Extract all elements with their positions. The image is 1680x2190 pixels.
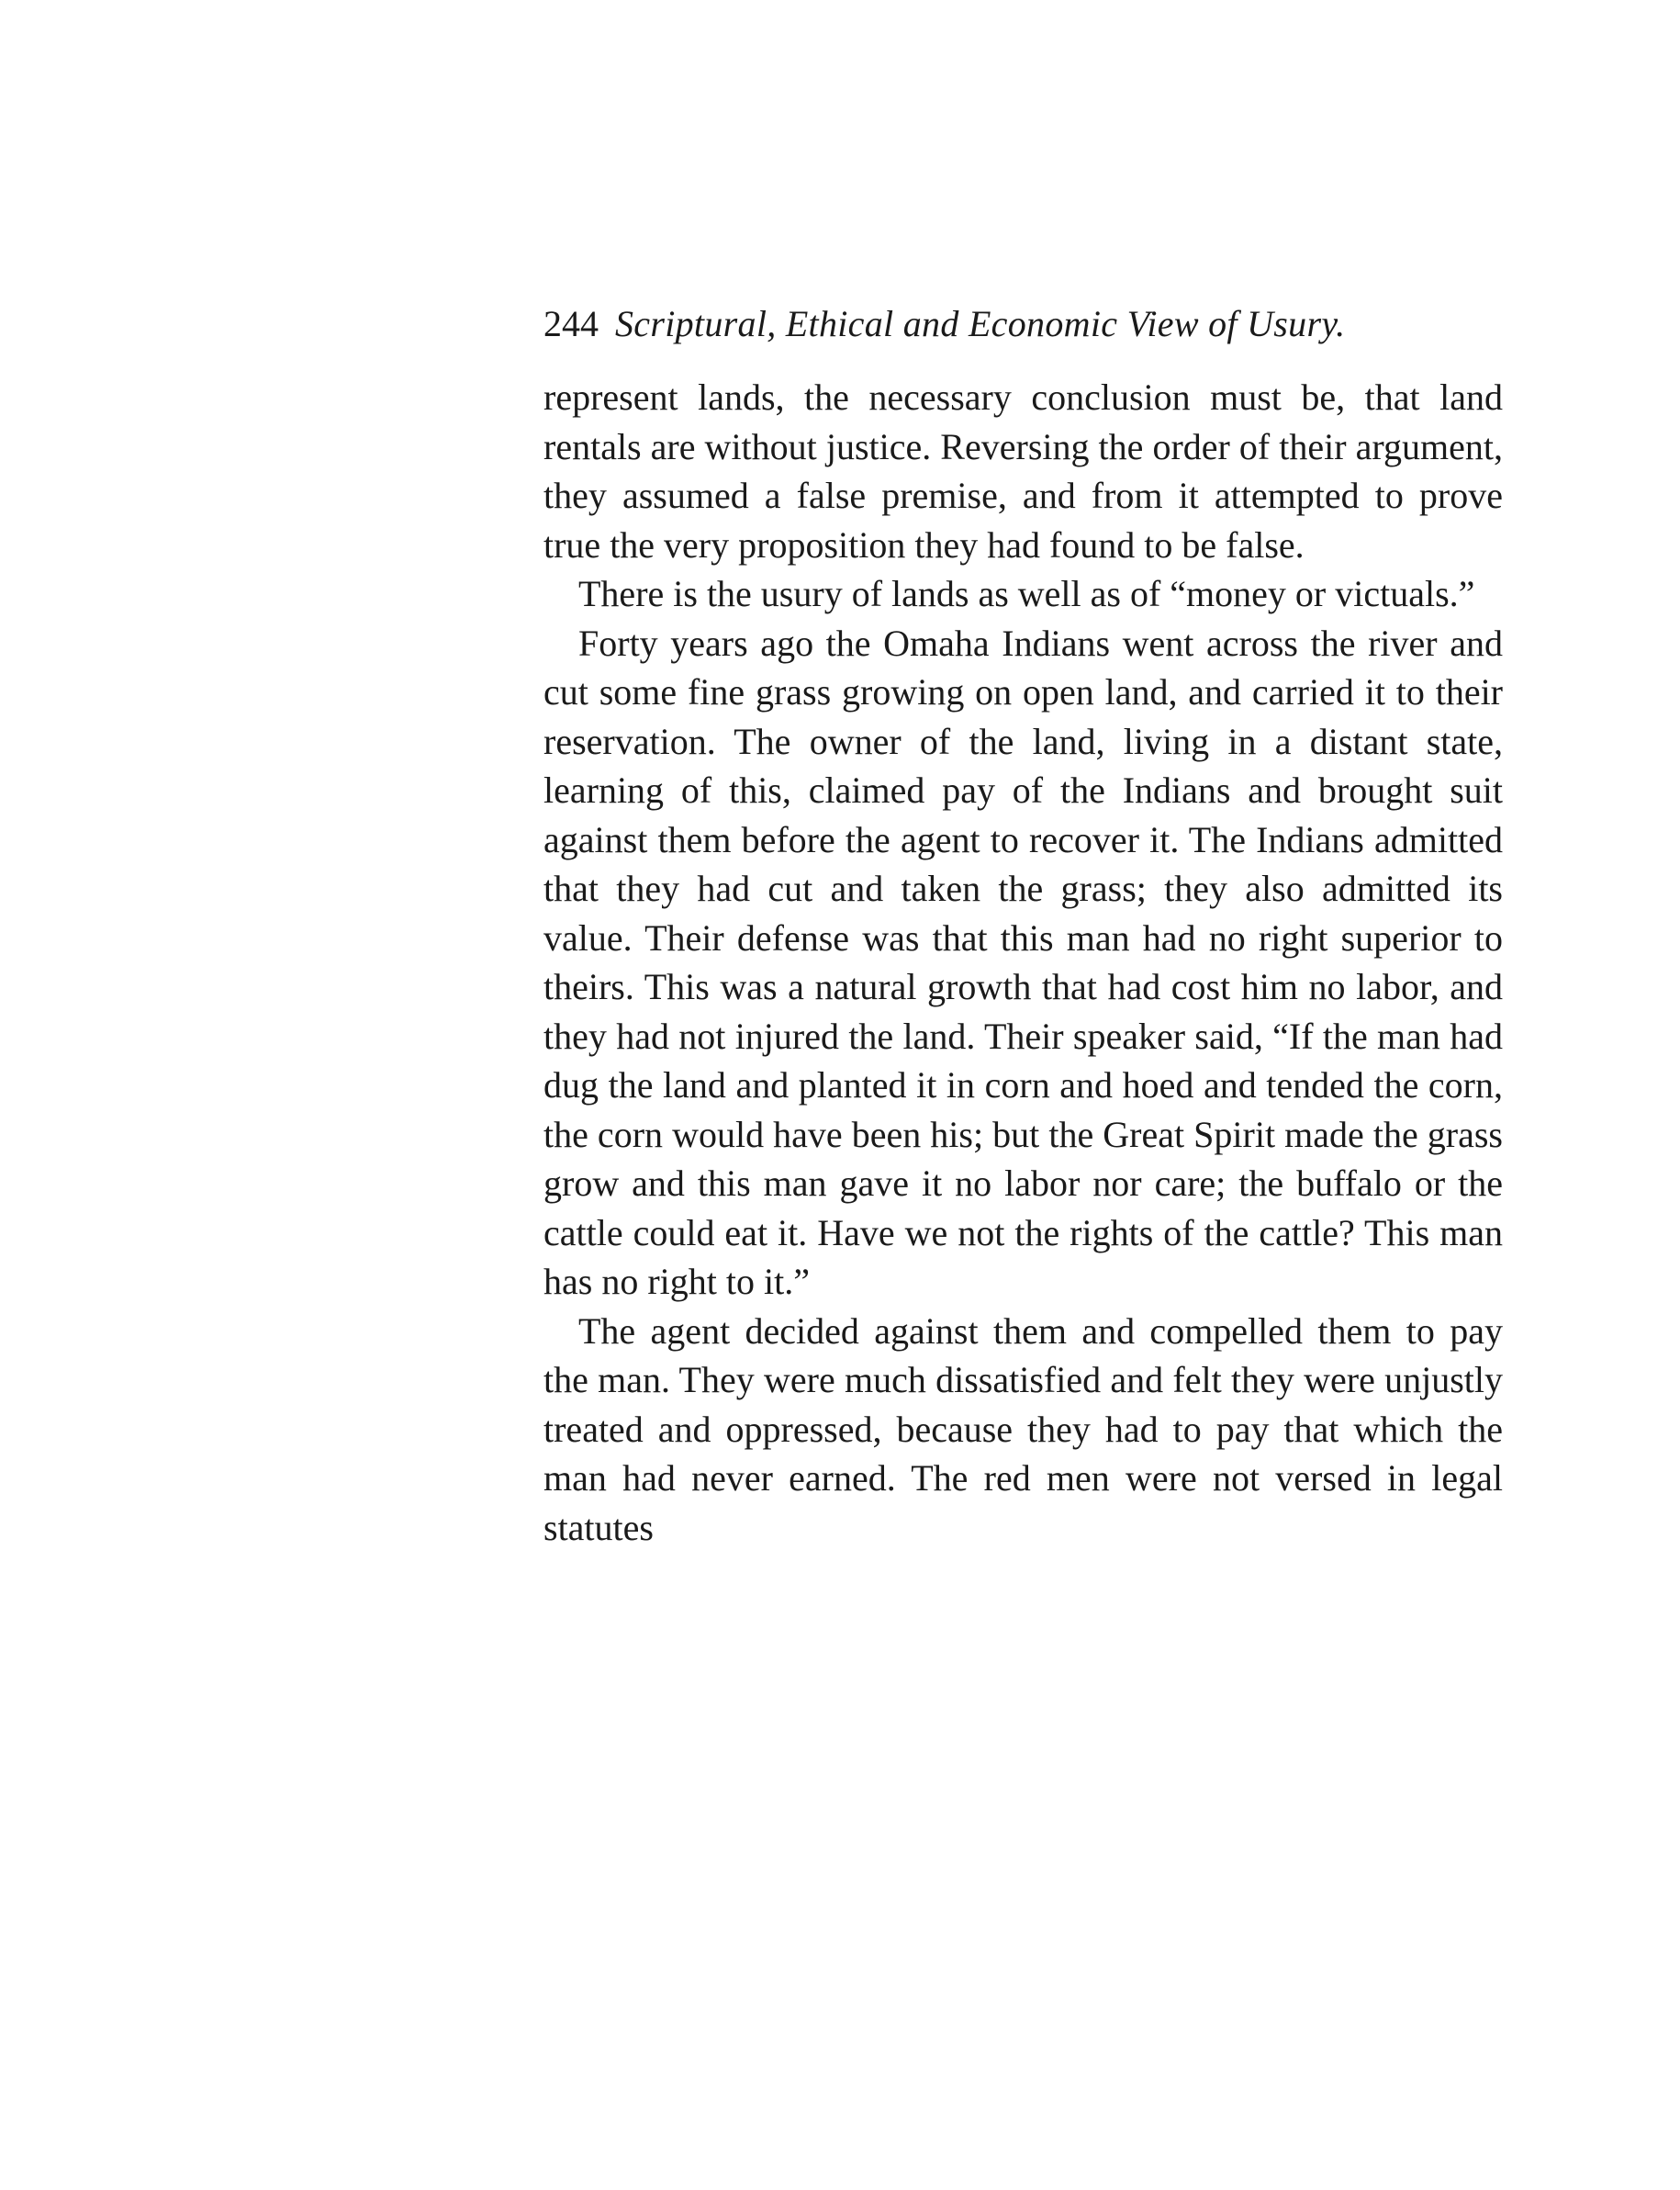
running-head-title: Scriptural, Ethical and Economic View of Usury. xyxy=(615,303,1346,344)
running-head xyxy=(543,299,1503,349)
paragraph: The agent decided against them and compelled them to pay the man. They were much dissatisfied and felt they were unjustly treated and oppressed, because they had to pay that which the man had never earned. The red men were not versed in legal statutes xyxy=(543,1309,1503,1548)
page-number: 244 xyxy=(543,303,599,344)
paragraph: Forty years ago the Omaha Indians went across the river and cut some fine grass growing on open land, and carried it to their reservation. The owner of the land, living in a distant state, learning of this, claimed pay of the Indians and brought suit against them before the agent to recover it. The Indians admitted that they had cut and taken the grass; they also admitted its value. Their defense was that this man had no right superior to theirs. This was a natural growth that had cost him no labor, and they had not injured the land. Their speaker said, “If the man had dug the land and planted it in corn and hoed and tended the corn, the corn would have been his; but the Great Spirit made the grass grow and this man gave it no labor nor care; the buffalo or the cattle could eat it. Have we not the rights of the cattle? This man has no right to it.” xyxy=(543,622,1503,1302)
body-text xyxy=(543,373,1503,1552)
paragraph-continued: represent lands, the necessary conclusion must be, that land rentals are without justice. Reversing the order of their argument, they assumed a false premise, and from it attempted to prove true the very proposition they had found to be false. xyxy=(543,376,1503,566)
book-page xyxy=(543,299,1503,1552)
paragraph: There is the usury of lands as well as of “money or victuals.” xyxy=(578,573,1475,614)
